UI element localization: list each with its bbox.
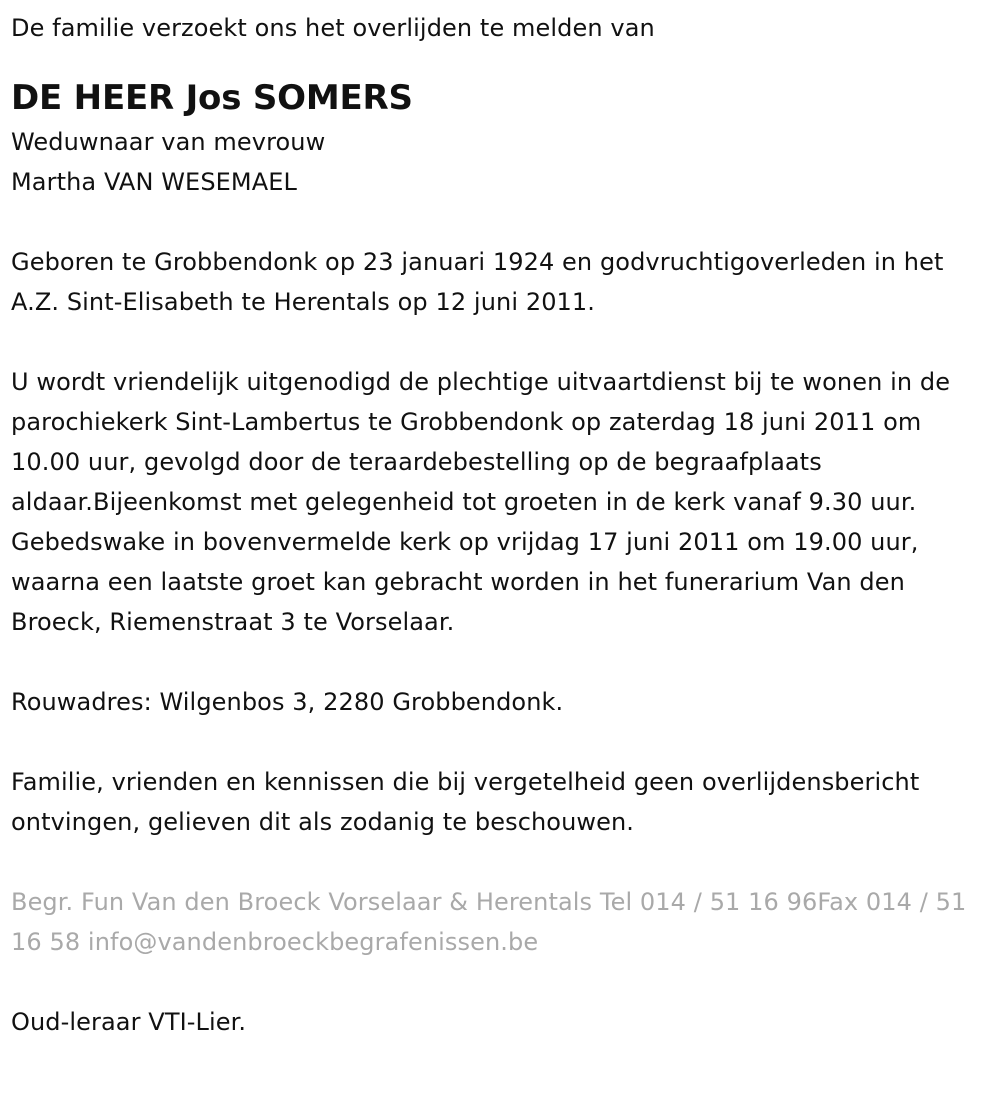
wake-paragraph: Gebedswake in bovenvermelde kerk op vrijdag 17 juni 2011 om 19.00 uur, waarna een laatste groet kan gebracht worden in het funerarium Van den Broeck, Riemenstraat 3 te Vorselaar. xyxy=(11,528,919,636)
undertaker-info: Begr. Fun Van den Broeck Vorselaar & Herentals Tel 014 / 51 16 96Fax 014 / 51 16 58 info@vandenbroeckbegrafenissen.be xyxy=(11,888,967,956)
occupation-note: Oud-leraar VTI-Lier. xyxy=(11,1008,247,1036)
relation-line-1: Weduwnaar van mevrouw xyxy=(11,128,326,156)
family-note: Familie, vrienden en kennissen die bij vergetelheid geen overlijdensbericht ontvingen, gelieven dit als zodanig te beschouwen. xyxy=(11,768,920,836)
deceased-name: DE HEER Jos SOMERS xyxy=(11,78,413,118)
birth-death-paragraph: Geboren te Grobbendonk op 23 januari 1924 en godvruchtigoverleden in het A.Z. Sint-Elisabeth te Herentals op 12 juni 2011. xyxy=(11,248,944,316)
intro-text: De familie verzoekt ons het overlijden te melden van xyxy=(11,14,655,42)
mourning-address: Rouwadres: Wilgenbos 3, 2280 Grobbendonk. xyxy=(11,688,564,716)
funeral-paragraph: U wordt vriendelijk uitgenodigd de plechtige uitvaartdienst bij te wonen in de parochiekerk Sint-Lambertus te Grobbendonk op zaterdag 18 juni 2011 om 10.00 uur, gevolgd door de teraardebestelling op de begraafplaats aldaar.Bijeenkomst met gelegenheid tot groeten in de kerk vanaf 9.30 uur. xyxy=(11,368,951,516)
relation-line-2: Martha VAN WESEMAEL xyxy=(11,168,297,196)
